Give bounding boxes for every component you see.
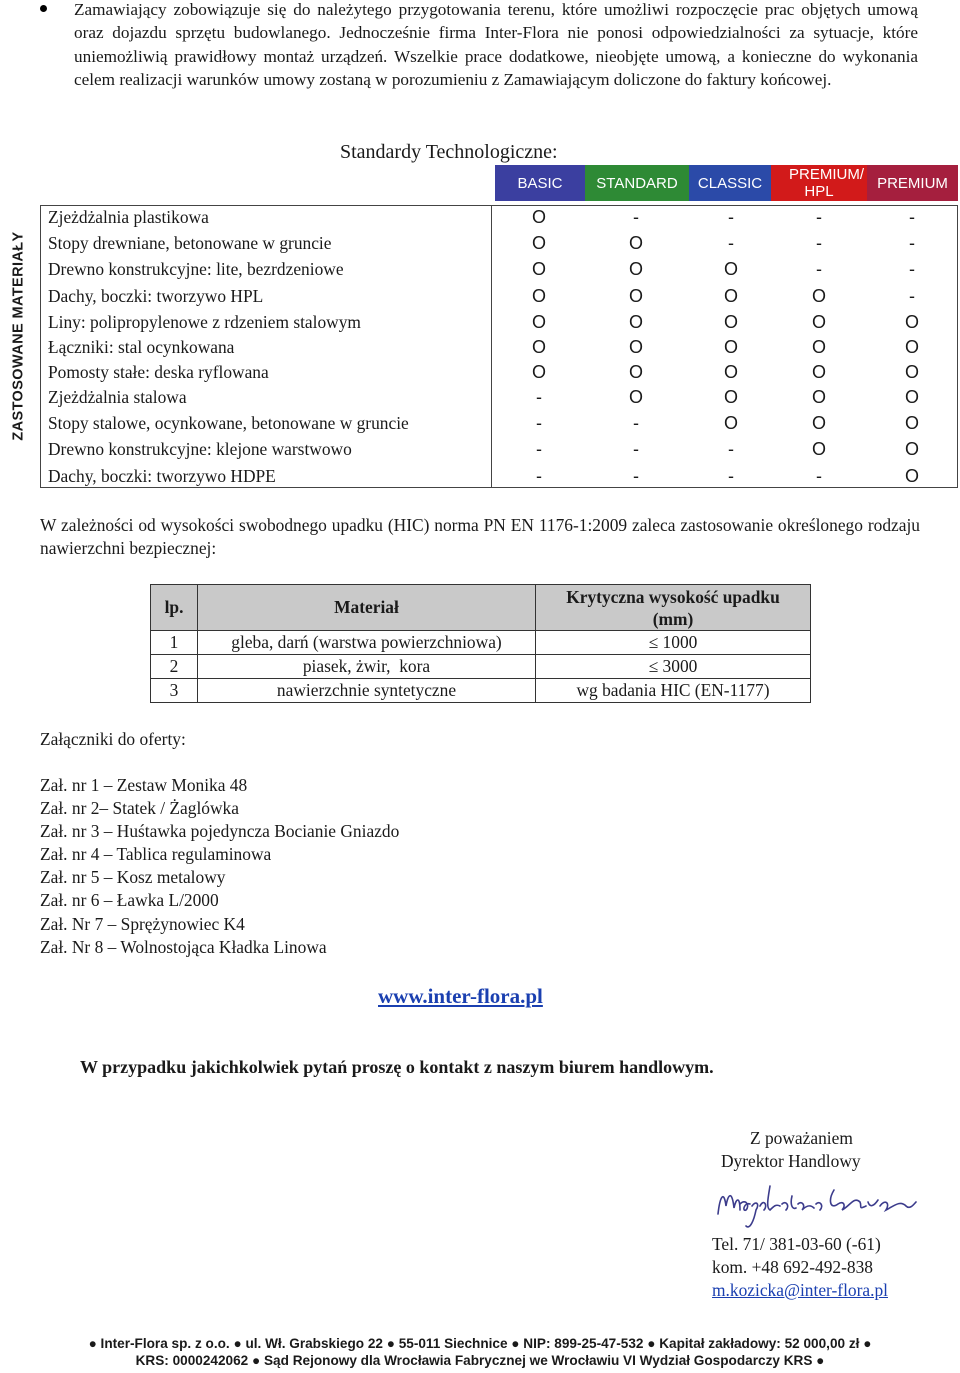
material-mark-cell: - [816,233,822,253]
material-mark-cell: - [816,207,822,227]
header-lp: lp. [151,585,198,631]
material-mark-cell: O [628,337,643,357]
header-critical-height-line2: (mm) [652,608,694,629]
header-critical-height-line1: Krytyczna wysokość upadku [566,586,780,607]
signature-contacts [712,1233,888,1302]
material-mark-cell: - [633,413,639,433]
material-mark-cell: O [811,337,826,357]
material-mark-cell: - [728,207,734,227]
materials-side-label [4,205,34,467]
material-mark-cell: - [728,439,734,459]
list-item: Zał. Nr 8 – Wolnostojąca Kładka Linowa [40,936,327,957]
material-mark-cell: - [536,413,542,433]
row-height: ≤ 3000 [536,655,811,679]
row-material: nawierzchnie syntetyczne [198,679,536,703]
phone-number: Tel. 71/ 381-03-60 (-61) [712,1234,881,1254]
material-mark-cell: O [723,286,738,306]
signature-role: Dyrektor Handlowy [721,1151,861,1172]
surface-table-header-row [151,585,811,631]
list-item: Zał. nr 1 – Zestaw Monika 48 [40,775,248,795]
attachments-list [40,774,399,959]
signature-closing: Z poważaniem [750,1128,853,1148]
material-mark-cell: - [909,233,915,253]
materials-side-label-text: ZASTOSOWANE MATERIAŁY [11,231,28,441]
material-row-label: Dachy, boczki: tworzywo HPL [48,286,264,306]
material-mark-cell: O [531,312,546,332]
material-mark-cell: O [723,413,738,433]
material-mark-cell: - [909,207,915,227]
material-mark-cell: O [904,362,919,382]
material-mark-cell: O [531,337,546,357]
material-mark-cell: - [909,259,915,279]
material-mark-cell: O [531,233,546,253]
header-critical-height [536,585,811,631]
table-row [151,679,811,703]
material-row-label: Zjeżdżalnia plastikowa [48,207,209,227]
material-mark-cell: O [628,259,643,279]
material-row-label: Stopy stalowe, ocynkowane, betonowane w gruncie [48,413,409,433]
intro-paragraph: Zamawiający zobowiązuje się do należytego przygotowania terenu, które umożliwi rozpoczęcie prac objętych umową oraz dojazdu sprzętu budowlanego. Jednocześnie firma Inter-Flora nie ponosi odpowiedzialności za sytuacje, które uniemożliwią prawidłowy montaż urządzeń. Wszelkie prace dodatkowe, nieobjęte umową, a konieczne do wykonania celem realizacji warunków umowy zostaną w porozumieniu z Zamawiającym doliczone do faktury końcowej. [74,0,918,90]
material-row-label: Łączniki: stal ocynkowana [48,337,235,357]
website-link[interactable]: www.inter-flora.pl [378,984,543,1008]
handwritten-signature [710,1176,920,1234]
material-mark-cell: O [628,362,643,382]
contact-note: W przypadku jakichkolwiek pytań proszę o kontakt z naszym biurem handlowym. [80,1057,714,1077]
material-mark-cell: O [811,362,826,382]
column-header-standard: STANDARD [585,165,689,201]
material-mark-cell: - [536,387,542,407]
material-mark-cell: O [811,413,826,433]
surface-table [150,584,811,703]
material-mark-cell: - [816,466,822,486]
material-mark-cell: O [628,286,643,306]
material-row-label: Pomosty stałe: deska ryflowana [48,362,269,382]
material-mark-cell: O [531,362,546,382]
material-mark-cell: O [904,312,919,332]
standards-title: Standardy Technologiczne: [340,141,558,163]
material-mark-cell: O [628,387,643,407]
material-row-label: Zjeżdżalnia stalowa [48,387,187,407]
material-mark-cell: O [811,286,826,306]
material-mark-cell: - [728,233,734,253]
row-material: piasek, żwir, kora [198,655,536,679]
footer-company-line: ● Inter-Flora sp. z o.o. ● ul. Wł. Grabskiego 22 ● 55-011 Siechnice ● NIP: 899-25-47-532 ● Kapitał zakładowy: 52 000,00 zł ● [88,1336,872,1351]
column-header-premium: PREMIUM [867,165,958,201]
material-row-label: Stopy drewniane, betonowane w gruncie [48,233,332,253]
material-mark-cell: O [904,413,919,433]
material-mark-cell: O [723,312,738,332]
table-row [151,631,811,655]
material-mark-cell: O [811,312,826,332]
material-mark-cell: O [628,233,643,253]
material-mark-cell: O [811,387,826,407]
material-mark-cell: - [909,286,915,306]
list-item: Zał. nr 5 – Kosz metalowy [40,867,226,888]
row-lp: 3 [151,679,198,703]
material-mark-cell: O [723,259,738,279]
material-mark-cell: - [633,466,639,486]
footer-registry-line: KRS: 0000242062 ● Sąd Rejonowy dla Wrocławia Fabrycznej we Wrocławiu VI Wydział Gospodarczy KRS ● [135,1353,825,1368]
material-row-label: Dachy, boczki: tworzywo HDPE [48,466,276,486]
material-mark-cell: O [904,466,919,486]
material-mark-cell: O [531,207,546,227]
material-mark-cell: O [904,439,919,459]
material-mark-cell: O [531,259,546,279]
column-header-premium-hpl [771,165,867,201]
list-item: Zał. nr 6 – Ławka L/2000 [40,890,219,911]
material-row-label: Drewno konstrukcyjne: klejone warstwowo [48,439,352,459]
row-material: gleba, darń (warstwa powierzchniowa) [198,631,536,655]
column-header-basic: BASIC [495,165,585,201]
list-item: Zał. nr 3 – Huśtawka pojedyncza Bocianie Gniazdo [40,821,400,842]
material-mark-cell: O [904,387,919,407]
material-mark-cell: O [811,439,826,459]
material-mark-cell: O [723,387,738,407]
material-mark-cell: O [628,312,643,332]
row-height: ≤ 1000 [536,631,811,655]
material-row-label: Drewno konstrukcyjne: lite, bezrdzeniowe [48,259,344,279]
material-mark-cell: - [633,439,639,459]
list-item: Zał. Nr 7 – Sprężynowiec K4 [40,913,245,934]
material-mark-cell: - [816,259,822,279]
list-item: Zał. nr 4 – Tablica regulaminowa [40,844,272,865]
bullet-point [40,5,47,12]
list-item: Zał. nr 2– Statek / Żaglówka [40,798,239,819]
material-mark-cell: O [531,286,546,306]
row-height: wg badania HIC (EN-1177) [536,679,811,703]
material-mark-cell: - [536,439,542,459]
material-mark-cell: - [536,466,542,486]
attachments-title: Załączniki do oferty: [40,729,186,749]
mobile-number: kom. +48 692-492-838 [712,1257,873,1277]
row-lp: 2 [151,655,198,679]
row-lp: 1 [151,631,198,655]
email-link[interactable]: m.kozicka@inter-flora.pl [712,1280,888,1300]
material-mark-cell: - [633,207,639,227]
hic-paragraph: W zależności od wysokości swobodnego upadku (HIC) norma PN EN 1176-1:2009 zaleca zastosowanie określonego rodzaju nawierzchni bezpiecznej: [40,515,920,559]
table-row [151,655,811,679]
column-header-classic: CLASSIC [689,165,771,201]
material-mark-cell: O [723,337,738,357]
material-row-label: Liny: polipropylenowe z rdzeniem stalowym [48,312,361,332]
header-material: Materiał [198,585,536,631]
signature-block [712,1127,861,1174]
column-header-premium-hpl-label: PREMIUM/ HPL [789,166,864,200]
material-mark-cell: O [723,362,738,382]
material-mark-cell: O [904,337,919,357]
material-mark-cell: - [728,466,734,486]
